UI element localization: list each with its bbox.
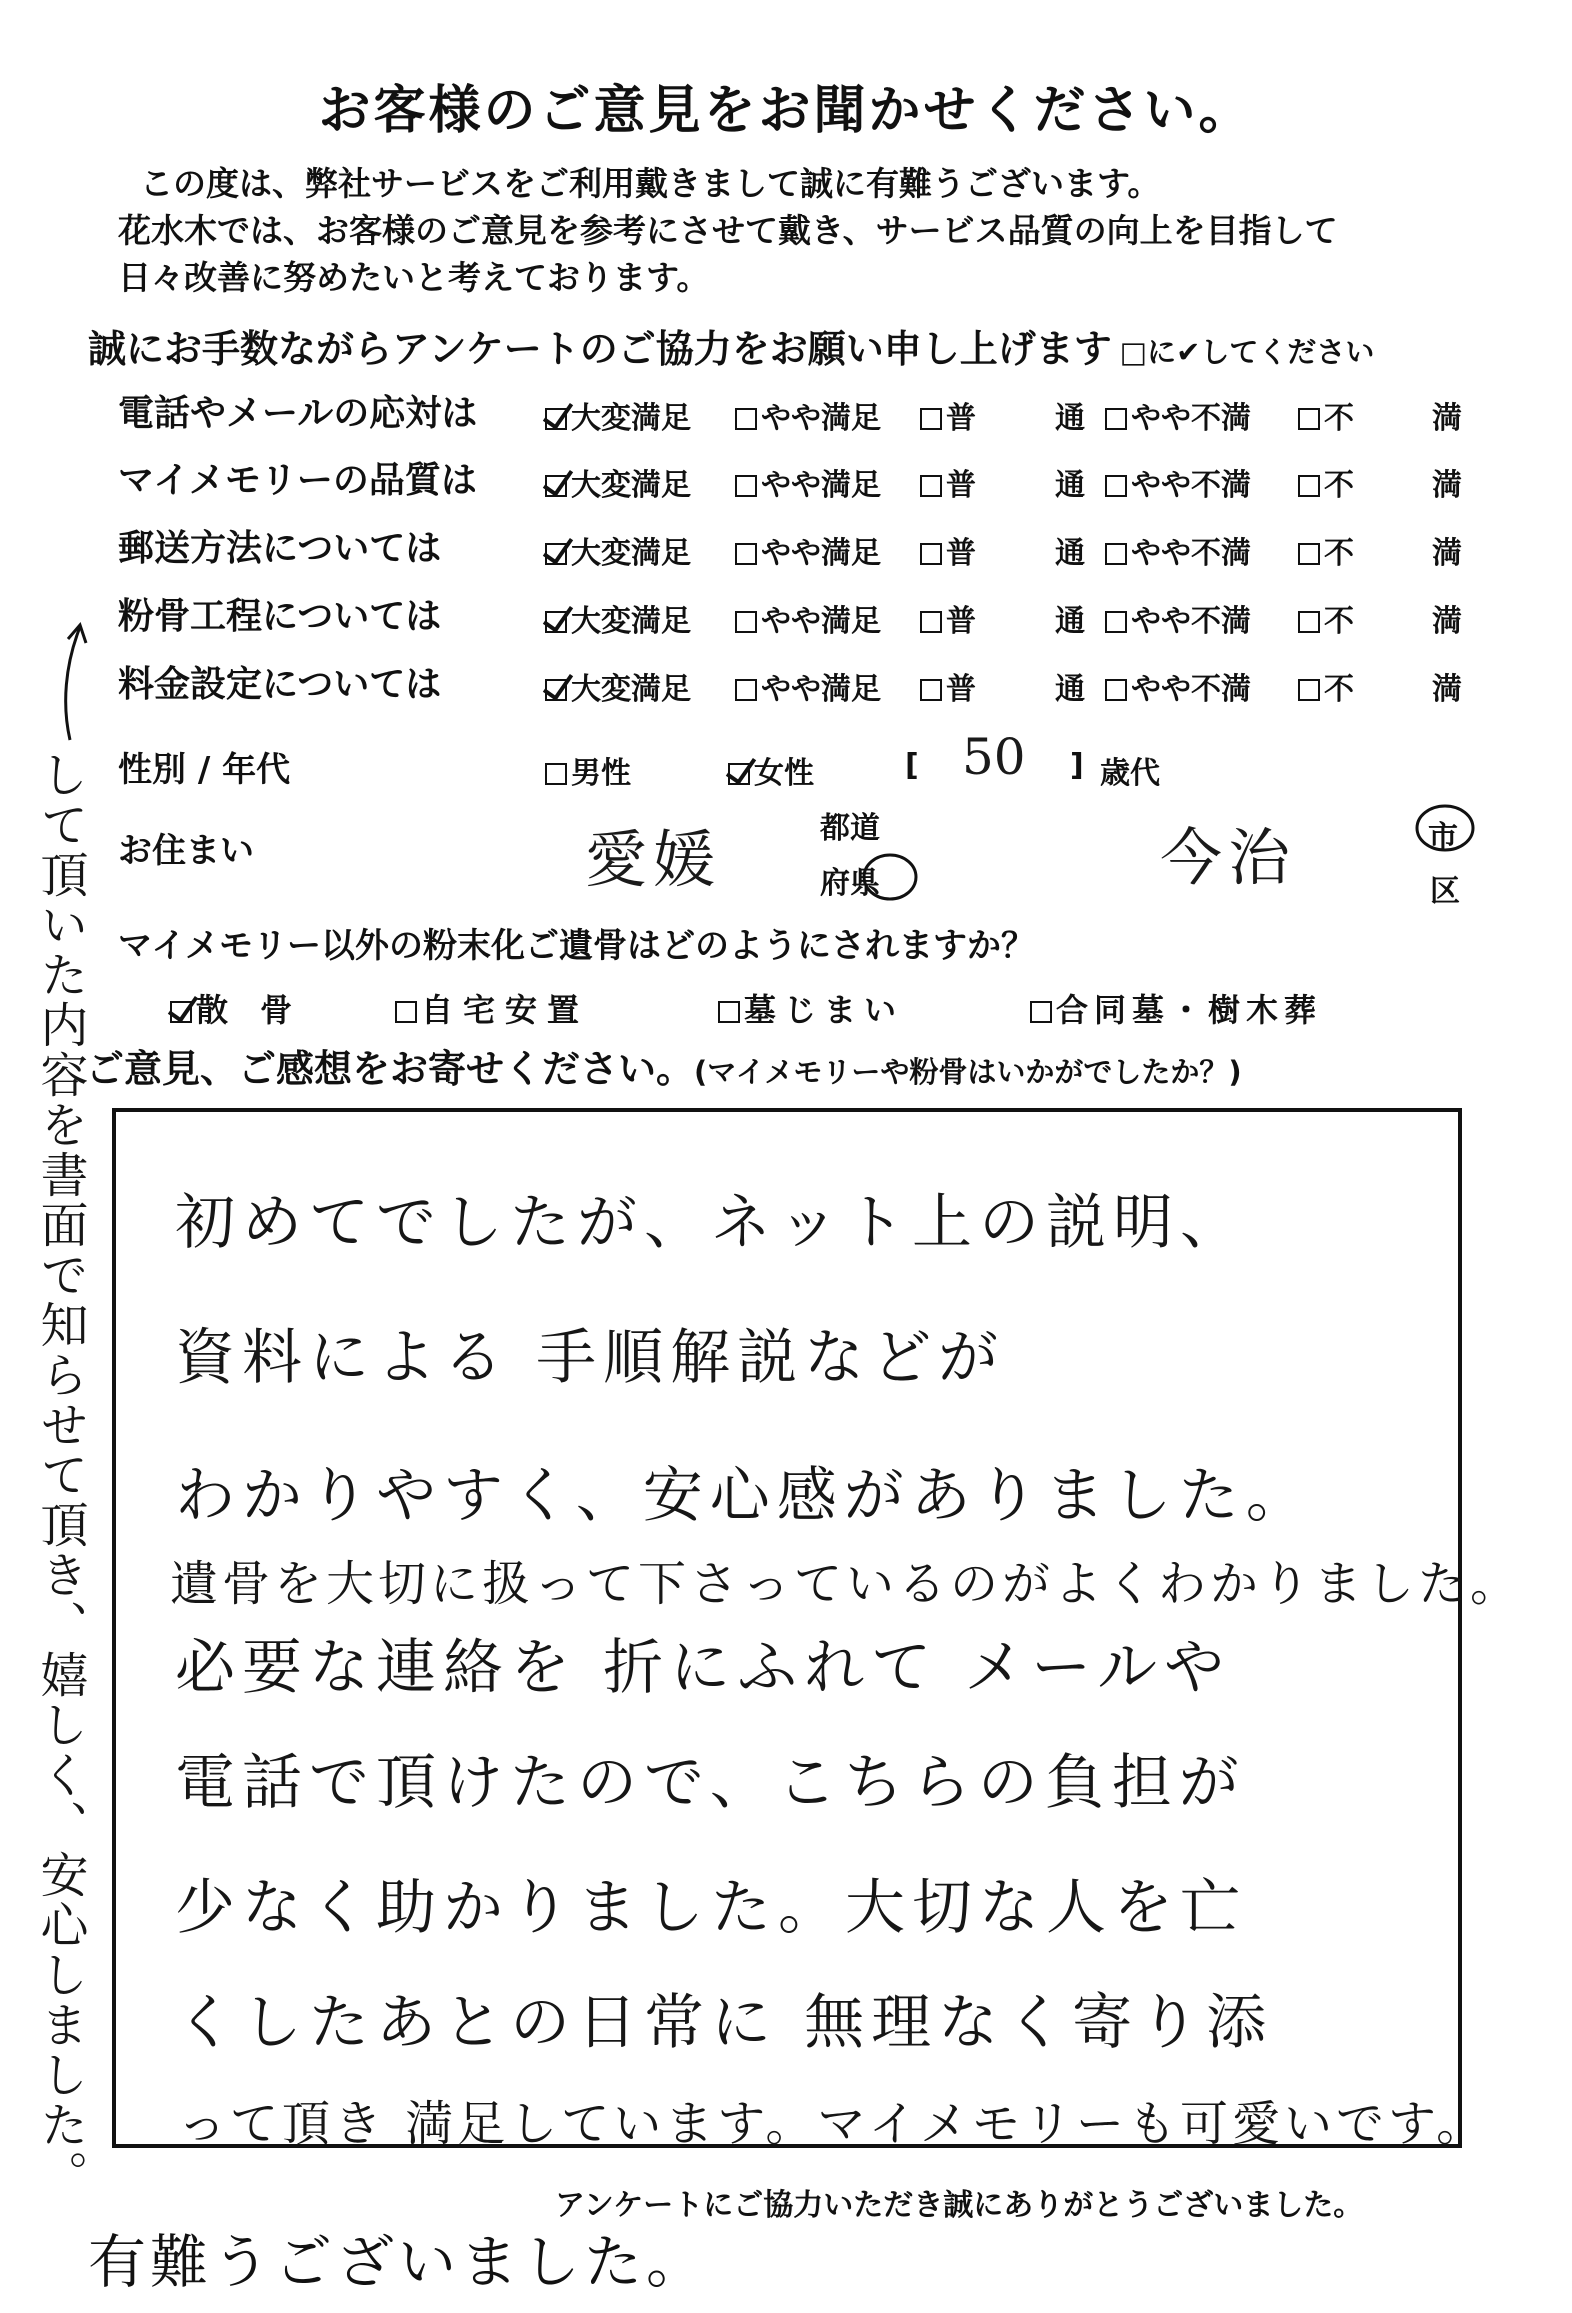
address-label: お住まい — [118, 831, 254, 871]
intro-line: 花水木では、お客様のご意見を参考にさせて戴き、サービス品質の向上を目指して — [118, 211, 1338, 250]
option-neutral-suffix: 通 — [1055, 401, 1085, 436]
option-dissatisfied-suffix: 満 — [1432, 604, 1462, 639]
comment-line: って頂き 満足しています。マイメモリーも可愛いです。 — [178, 2096, 1489, 2152]
question-label: マイメモリーの品質は — [118, 460, 477, 501]
option-neutral[interactable]: 普 — [920, 460, 976, 504]
checkbox[interactable] — [735, 543, 757, 565]
ward-suffix: 区 — [1430, 874, 1460, 909]
gender-female-option[interactable]: 女性 — [728, 748, 814, 792]
checkbox[interactable] — [1105, 408, 1127, 430]
comment-line: くしたあとの日常に 無理なく寄り添 — [175, 1988, 1274, 2058]
disposal-option-grave-closing[interactable]: 墓じまい — [718, 985, 904, 1031]
option-dissatisfied[interactable]: 不 — [1298, 596, 1354, 640]
checkbox[interactable] — [920, 679, 942, 701]
disposal-option-scatter[interactable]: 散 骨 — [170, 985, 292, 1031]
checkbox[interactable] — [920, 543, 942, 565]
checkbox[interactable] — [395, 1001, 417, 1023]
closing-message: アンケートにご協力いただき誠にありがとうございました。 — [555, 2188, 1364, 2223]
checkbox[interactable] — [718, 1001, 740, 1023]
disposal-question: マイメモリー以外の粉末化ご遺骨はどのようにされますか？ — [118, 926, 1035, 966]
checkbox[interactable] — [1298, 543, 1320, 565]
intro-line: 日々改善に努めたいと考えております。 — [118, 258, 710, 297]
option-somewhat-satisfied[interactable]: やや満足 — [735, 596, 881, 640]
disposal-option-joint-grave[interactable]: 合同墓・樹木葬 — [1030, 985, 1322, 1031]
checkbox-checked[interactable] — [545, 475, 567, 497]
request-note: □に✔してください — [1119, 335, 1375, 369]
intro-text — [118, 160, 1478, 301]
question-row — [0, 520, 1572, 580]
checkbox-checked[interactable] — [728, 763, 750, 785]
comment-heading — [86, 1038, 1242, 1093]
option-dissatisfied-suffix: 満 — [1432, 536, 1462, 571]
disposal-option-home[interactable]: 自宅安置 — [395, 985, 589, 1031]
age-bracket-open: [ — [905, 748, 919, 783]
question-row — [0, 588, 1572, 648]
option-neutral-suffix: 通 — [1055, 468, 1085, 503]
option-neutral[interactable]: 普 — [920, 393, 976, 437]
option-dissatisfied[interactable]: 不 — [1298, 528, 1354, 572]
request-text: 誠にお手数ながらアンケートのご協力をお願い申し上げます — [88, 327, 1112, 371]
checkbox[interactable] — [545, 763, 567, 785]
checkbox[interactable] — [1298, 679, 1320, 701]
prefecture-circle-mark — [860, 850, 920, 904]
option-very-satisfied[interactable]: 大変満足 — [545, 664, 691, 708]
option-dissatisfied-suffix: 満 — [1432, 468, 1462, 503]
age-value[interactable]: 50 — [962, 728, 1026, 786]
option-somewhat-dissatisfied[interactable]: やや不満 — [1105, 596, 1251, 640]
comment-line: 少なく助かりました。大切な人を亡 — [175, 1873, 1247, 1943]
checkbox[interactable] — [920, 611, 942, 633]
option-dissatisfied-suffix: 満 — [1432, 401, 1462, 436]
checkbox-checked[interactable] — [545, 611, 567, 633]
checkbox[interactable] — [1105, 543, 1127, 565]
checkbox-checked[interactable] — [545, 408, 567, 430]
comment-heading-text: ご意見、ご感想をお寄せください。 — [86, 1047, 695, 1091]
gender-age-label: 性別 / 年代 — [118, 750, 291, 790]
intro-line: この度は、弊社サービスをご利用戴きまして誠に有難うございます。 — [140, 164, 1161, 203]
margin-note: して頂いた内容を書面で知らせて頂き、嬉しく、安心しました。 — [32, 750, 88, 2200]
age-bracket-close: ] — [1070, 748, 1084, 783]
handwritten-thanks: 有難うございました。 — [88, 2228, 709, 2296]
option-dissatisfied[interactable]: 不 — [1298, 460, 1354, 504]
option-very-satisfied[interactable]: 大変満足 — [545, 596, 691, 640]
option-dissatisfied[interactable]: 不 — [1298, 664, 1354, 708]
checkbox[interactable] — [920, 475, 942, 497]
age-suffix: 歳代 — [1100, 756, 1160, 791]
checkbox[interactable] — [1105, 475, 1127, 497]
option-dissatisfied-suffix: 満 — [1432, 672, 1462, 707]
option-neutral-suffix: 通 — [1055, 536, 1085, 571]
option-somewhat-dissatisfied[interactable]: やや不満 — [1105, 393, 1251, 437]
option-neutral[interactable]: 普 — [920, 528, 976, 572]
option-neutral[interactable]: 普 — [920, 664, 976, 708]
checkbox[interactable] — [1298, 408, 1320, 430]
comment-line: 必要な連絡を 折にふれて メールや — [175, 1633, 1231, 1703]
checkbox[interactable] — [1105, 679, 1127, 701]
option-somewhat-dissatisfied[interactable]: やや不満 — [1105, 528, 1251, 572]
comment-heading-sub: (マイメモリーや粉骨はいかがでしたか？) — [694, 1055, 1242, 1089]
checkbox[interactable] — [735, 475, 757, 497]
survey-request — [88, 318, 1374, 373]
option-somewhat-satisfied[interactable]: やや満足 — [735, 664, 881, 708]
checkbox[interactable] — [1298, 611, 1320, 633]
checkbox[interactable] — [1030, 1001, 1052, 1023]
option-very-satisfied[interactable]: 大変満足 — [545, 528, 691, 572]
city-circle-mark — [1414, 802, 1476, 854]
form-title: お客様のご意見をお聞かせください。 — [318, 81, 1254, 141]
checkbox-checked[interactable] — [545, 543, 567, 565]
prefecture-value[interactable]: 愛媛 — [585, 823, 722, 896]
option-somewhat-satisfied[interactable]: やや満足 — [735, 528, 881, 572]
option-neutral[interactable]: 普 — [920, 596, 976, 640]
question-label: 電話やメールの応対は — [118, 393, 478, 434]
comment-line: 電話で頂けたので、こちらの負担が — [175, 1748, 1246, 1818]
comment-line: 資料による 手順解説などが — [175, 1323, 1006, 1393]
question-row — [0, 656, 1572, 716]
checkbox[interactable] — [735, 679, 757, 701]
arrow-up-icon — [40, 615, 100, 745]
question-row — [0, 452, 1572, 512]
question-row — [0, 385, 1572, 445]
checkbox[interactable] — [920, 408, 942, 430]
option-very-satisfied[interactable]: 大変満足 — [545, 460, 691, 504]
option-neutral-suffix: 通 — [1055, 672, 1085, 707]
city-suffix: 市 — [1428, 820, 1458, 855]
checkbox[interactable] — [1298, 475, 1320, 497]
option-somewhat-dissatisfied[interactable]: やや不満 — [1105, 460, 1251, 504]
checkbox-checked[interactable] — [545, 679, 567, 701]
question-label: 粉骨工程については — [118, 596, 442, 637]
option-dissatisfied[interactable]: 不 — [1298, 393, 1354, 437]
checkbox-checked[interactable] — [170, 1001, 192, 1023]
checkbox[interactable] — [735, 408, 757, 430]
city-value[interactable]: 今治 — [1160, 821, 1297, 894]
option-very-satisfied[interactable]: 大変満足 — [545, 393, 691, 437]
option-neutral-suffix: 通 — [1055, 604, 1085, 639]
comment-line: 遺骨を大切に扱って下さっているのがよくわかりました。 — [170, 1556, 1523, 1612]
comment-line: わかりやすく、安心感がありました。 — [175, 1461, 1313, 1531]
pref-suffix-bottom: 府県 — [820, 866, 880, 901]
comment-line: 初めてでしたが、ネット上の説明、 — [175, 1188, 1247, 1258]
option-somewhat-satisfied[interactable]: やや満足 — [735, 460, 881, 504]
checkbox[interactable] — [735, 611, 757, 633]
pref-suffix-top: 都道 — [820, 811, 880, 846]
option-somewhat-satisfied[interactable]: やや満足 — [735, 393, 881, 437]
question-label: 料金設定については — [118, 664, 442, 705]
checkbox[interactable] — [1105, 611, 1127, 633]
option-somewhat-dissatisfied[interactable]: やや不満 — [1105, 664, 1251, 708]
gender-male-option[interactable]: 男性 — [545, 748, 631, 792]
question-label: 郵送方法については — [118, 528, 442, 569]
